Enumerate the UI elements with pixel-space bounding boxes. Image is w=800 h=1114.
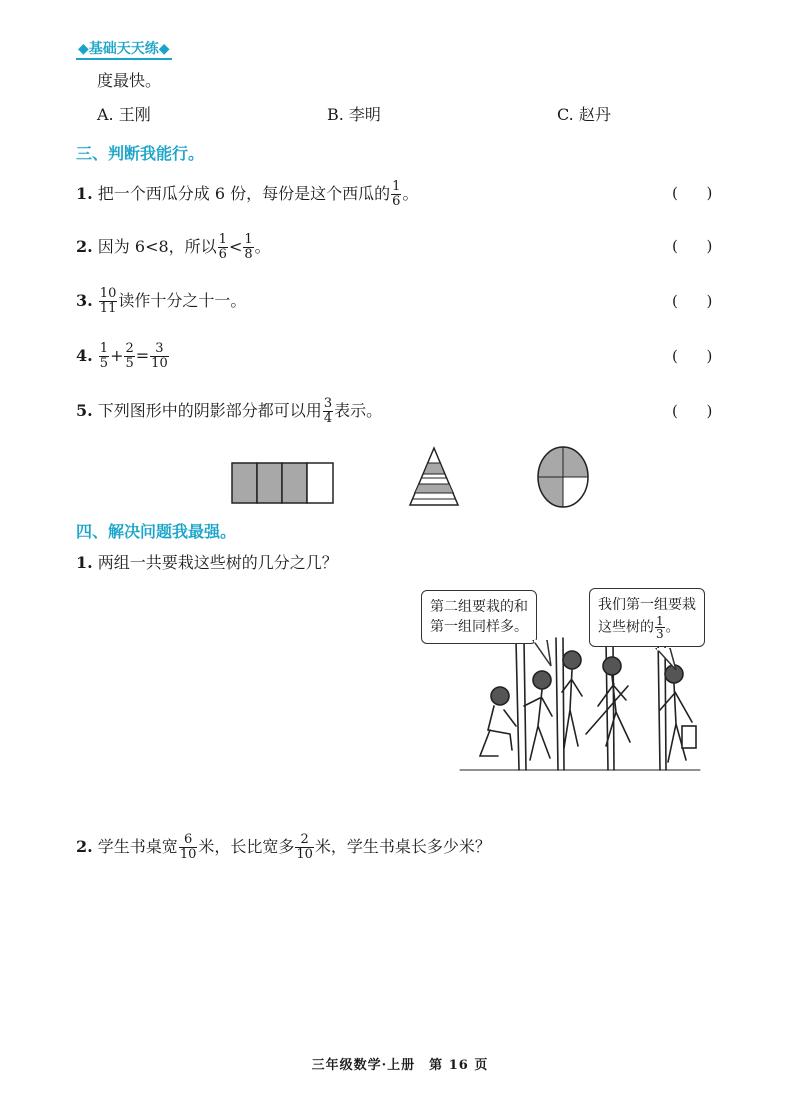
numerator: 6 [183, 832, 193, 847]
answer-blank-5[interactable]: ( ) [672, 402, 713, 420]
bubble-text: 这些树的 [598, 619, 654, 636]
denominator: 10 [151, 356, 168, 371]
fraction [99, 287, 118, 316]
option-a[interactable]: A. 王刚 [97, 105, 151, 124]
prev-question-tail: 度最快。 [97, 71, 162, 90]
item-number: 3. [76, 291, 93, 310]
shaded-part [257, 463, 282, 503]
judge-item-2 [76, 233, 271, 262]
judge-item-1 [76, 180, 418, 209]
fraction [99, 342, 109, 371]
bubble-line: 我们第一组要栽 [598, 597, 696, 613]
numerator: 3 [155, 341, 164, 356]
denominator: 6 [218, 247, 227, 262]
speech-bubble-left [421, 590, 537, 644]
item-text-post: 表示。 [334, 401, 383, 420]
item-text: 因为 6<8，所以 [97, 237, 217, 256]
problem-text: 两组一共要栽这些树的几分之几？ [97, 553, 338, 572]
numerator: 2 [300, 832, 309, 847]
speech-bubble-right [589, 588, 705, 647]
denominator: 10 [296, 847, 313, 862]
answer-blank-3[interactable]: ( ) [672, 292, 713, 310]
denominator: 4 [323, 411, 333, 426]
bubble-tail-left [525, 640, 565, 670]
numerator: 2 [125, 341, 134, 356]
section-tag-label: ◆基础天天练◆ [76, 41, 172, 60]
item-text: 下列图形中的阴影部分都可以用 [97, 401, 322, 420]
fraction [323, 397, 333, 426]
denominator: 5 [99, 356, 109, 371]
answer-blank-2[interactable]: ( ) [672, 237, 713, 255]
numerator: 1 [244, 232, 253, 247]
item-number: 4. [76, 346, 93, 365]
fraction [391, 180, 401, 209]
fraction [218, 233, 228, 262]
item-text-post: 读作十分之十一。 [118, 291, 247, 310]
section3-title: 三、判断我能行。 [76, 144, 205, 163]
item-number: 1. [76, 553, 93, 572]
denominator: 10 [179, 847, 197, 862]
denominator: 3 [656, 627, 664, 641]
problem-text: 米，长比宽多 [198, 837, 295, 856]
option-b[interactable]: B. 李明 [327, 105, 381, 124]
problem-2 [76, 833, 491, 862]
plus-sign: + [110, 346, 124, 365]
denominator: 6 [392, 194, 401, 209]
numerator: 1 [99, 341, 109, 356]
fraction [124, 342, 134, 371]
section4-title: 四、解决问题我最强。 [76, 522, 237, 541]
less-than-sign: < [228, 237, 243, 256]
bubble-line: 第二组要栽的和 [430, 599, 528, 615]
item-text: 把一个西瓜分成 6 份，每份是这个西瓜的 [97, 184, 391, 203]
numerator: 1 [218, 232, 227, 247]
section-tag [76, 38, 172, 58]
judge-item-4 [76, 342, 170, 371]
shaded-triangle-figure [402, 445, 466, 509]
answer-blank-1[interactable]: ( ) [672, 184, 713, 202]
denominator: 5 [125, 356, 134, 371]
answer-blank-4[interactable]: ( ) [672, 347, 713, 365]
denominator: 11 [99, 301, 117, 316]
unshaded-part [307, 463, 333, 503]
item-number: 1. [76, 184, 93, 203]
shaded-oval-figure [533, 443, 593, 511]
fraction [179, 833, 198, 862]
fraction [295, 833, 314, 862]
bubble-text: 。 [665, 619, 680, 636]
option-c[interactable]: C. 赵丹 [557, 105, 611, 124]
item-number: 2. [76, 237, 93, 256]
fraction [655, 615, 665, 640]
shaded-part [282, 463, 307, 503]
numerator: 3 [323, 396, 333, 411]
fraction [150, 342, 169, 371]
page-footer: 三年级数学·上册 第 16 页 [311, 1058, 489, 1073]
numerator: 10 [99, 286, 117, 301]
item-text-post: 。 [402, 184, 419, 203]
judge-item-5 [76, 397, 382, 426]
problem-1 [76, 552, 338, 574]
bubble-tail-right [646, 648, 686, 674]
bubble-line: 第一组同样多。 [430, 619, 528, 635]
denominator: 8 [244, 247, 253, 262]
fraction [243, 233, 253, 262]
problem-text: 学生书桌宽 [97, 837, 178, 856]
item-text-post: 。 [254, 237, 271, 256]
problem-text: 米，学生书桌长多少米？ [314, 837, 491, 856]
shaded-part [415, 484, 454, 493]
item-number: 5. [76, 401, 93, 420]
judge-item-3 [76, 287, 246, 316]
numerator: 1 [656, 614, 664, 628]
item-number: 2. [76, 837, 93, 856]
numerator: 1 [392, 179, 401, 194]
bubble-line [598, 615, 696, 640]
shaded-rectangle-figure [228, 458, 348, 508]
shaded-part [232, 463, 257, 503]
equals-sign: = [135, 346, 150, 365]
